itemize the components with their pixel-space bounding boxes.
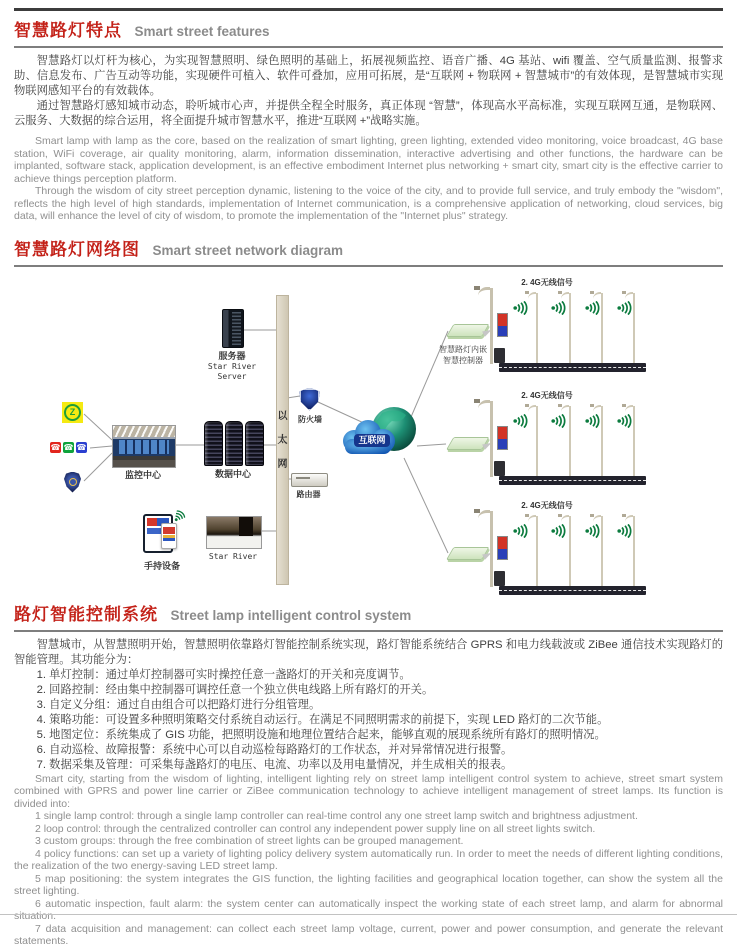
star-river-device-photo xyxy=(206,516,262,549)
wireless-signal-icon xyxy=(617,524,632,538)
street-lamp-pole xyxy=(601,293,603,363)
control-item-en: 6 automatic inspection, fault alarm: the system center can automatically inspect the working state of each street lamp, and alarm for abnormal situation. xyxy=(14,897,723,922)
controller-label: 智慧路灯内嵌 智慧控制器 xyxy=(439,344,487,365)
features-title-en: Smart street features xyxy=(134,24,270,39)
control-item-en: 5 map positioning: the system integrates the GIS function, the lighting facilities and geographical location together, can show the system all the street lighting. xyxy=(14,872,723,897)
street-lamp-pole xyxy=(490,511,493,587)
emergency-phone-icons xyxy=(50,442,87,453)
wireless-signal-label: 2. 4G无线信号 xyxy=(521,277,573,287)
lamp-control-cabinet xyxy=(494,461,505,476)
lamp-pole-banner xyxy=(497,426,508,450)
street-lamp-pole xyxy=(536,516,538,586)
page-bottom-rule xyxy=(0,914,737,915)
street-lamp-pole xyxy=(536,406,538,476)
router-icon xyxy=(291,473,328,487)
control-item-en: 7 data acquisition and management: can collect each street lamp voltage, current, power and power consumption, and generate the relevant statements. xyxy=(14,922,723,947)
wireless-signal-icon xyxy=(585,524,600,538)
wireless-signal-icon xyxy=(513,524,528,538)
street-lamp-pole xyxy=(633,293,635,363)
router-label: 路由器 xyxy=(296,489,321,499)
wireless-signal-icon xyxy=(585,414,600,428)
road xyxy=(499,586,646,595)
wireless-signal-icon xyxy=(551,301,566,315)
star-river-label: Star River xyxy=(208,551,258,561)
control-item-en: 4 policy functions: can set up a variety of lighting policy delivery system automatically run. In order to meet the needs of different lighting conditions, the realization of the two energy-saving LED street lamp. xyxy=(14,847,723,872)
wireless-signal-icon xyxy=(551,524,566,538)
handheld-label: 手持设备 xyxy=(143,560,180,571)
phone-green-icon: ☎ xyxy=(63,442,74,452)
wireless-signal-icon xyxy=(585,301,600,315)
control-item-zh: 2. 回路控制：经由集中控制器可调控任意一个独立供电线路上所有路灯的开关。 xyxy=(36,683,434,696)
wireless-signal-label: 2. 4G无线信号 xyxy=(521,500,573,510)
street-lamp-pole xyxy=(601,516,603,586)
control-item-zh: 5. 地图定位：系统集成了 GIS 功能，把照明设施和地理位置结合起来，能够直观的展现系统所有路灯的照明情况。 xyxy=(36,728,606,741)
phone-blue-icon: ☎ xyxy=(76,442,87,452)
control-item-en: 2 loop control: through the centralized controller can control any independent power supply line on all street lights switch. xyxy=(35,822,596,835)
road xyxy=(499,476,646,485)
server-label: 服务器 Star River Server xyxy=(207,350,257,381)
control-item-zh: 7. 数据采集及管理：可采集每盏路灯的电压、电流、功率以及用电量情况，并生成相关的报表。 xyxy=(36,758,513,771)
street-lamp-pole xyxy=(601,406,603,476)
data-center-label: 数据中心 xyxy=(214,468,251,479)
street-lamp-pole xyxy=(633,406,635,476)
brochure-page xyxy=(0,8,737,947)
control-section-header xyxy=(14,597,723,632)
street-lamp-pole xyxy=(633,516,635,586)
control-item-zh: 6. 自动巡检、故障报警：系统中心可以自动巡检每路路灯的工作状态，并对异常情况进行报警。 xyxy=(36,743,513,756)
smartphone-icon xyxy=(161,523,177,549)
monitoring-center-label: 监控中心 xyxy=(124,469,161,480)
street-lamp-pole xyxy=(536,293,538,363)
wireless-signal-icon xyxy=(617,301,632,315)
network-title-en: Smart street network diagram xyxy=(152,242,344,258)
monitoring-center-photo xyxy=(112,425,176,468)
control-intro-zh: 智慧城市，从智慧照明开始，智慧照明依靠路灯智能控制系统实现，路灯智能系统结合 GPRS 和电力线载波或 ZiBee 通信技术实现路灯的智能管理。其功能分为： xyxy=(14,638,723,666)
street-lamp-pole xyxy=(569,406,571,476)
control-title-en: Street lamp intelligent control system xyxy=(170,607,412,623)
firewall-label: 防火墙 xyxy=(298,414,322,424)
internet-label: 互联网 xyxy=(354,434,390,447)
wireless-signal-label: 2. 4G无线信号 xyxy=(521,390,573,400)
control-intro-en: Smart city, starting from the wisdom of lighting, intelligent lighting rely on street lamp intelligent control system to achieve, street smart system combined with GPRS and power line carrier or ZiBee communication technology to achieve intelligent management of street lamps. Its function is divided into: xyxy=(14,772,723,810)
server-tower-icon xyxy=(222,309,244,348)
features-title-zh: 智慧路灯特点 xyxy=(14,21,122,40)
wireless-signal-icon xyxy=(617,414,632,428)
street-lamp-pole xyxy=(569,293,571,363)
phone-red-icon: ☎ xyxy=(50,442,61,452)
street-lamp-pole xyxy=(569,516,571,586)
features-paragraph-zh-2: 通过智慧路灯感知城市动态，聆听城市心声，并提供全程全时服务，真正体现 “智慧”，体现高水平高标准，实现互联网互通，是物联网、云服务、大数据的综合运用，将全面提升城市智慧水平，推进“互联网 +”战略实施。 xyxy=(14,100,723,127)
ethernet-label: 以 太 网 xyxy=(277,410,288,470)
lamp-control-cabinet xyxy=(494,571,505,586)
control-item-en: 3 custom groups: through the free combination of street lights can be grouped management. xyxy=(35,835,464,847)
wireless-signal-icon xyxy=(513,301,528,315)
network-diagram xyxy=(0,267,737,597)
network-section-header xyxy=(14,232,723,267)
lamp-pole-banner xyxy=(497,313,508,337)
street-lamp-pole xyxy=(490,401,493,477)
features-paragraph-en-2: Through the wisdom of city street perception dynamic, listening to the voice of the city, and to provide full service, and truly embody the "wisdom", reflects the high level of high standards, implementation of Internet communication, is a comprehensive application of networking, cloud services, big data, will enhance the level of city of wisdom, to promote the implementation of the "Internet plus" strategy. xyxy=(14,185,723,222)
features-paragraph-en-1: Smart lamp with lamp as the core, based on the realization of smart lighting, green lighting, extended video monitoring, voice broadcast, 4G base station, WiFi coverage, air quality monitoring, alarm, information dissemination, interactive advertising and other functions, the hardware can be implanted, software stack, application development, is an effective embodiment Internet plus networking + smart city, smart city is the effective carrier to achieve things perception platform. xyxy=(14,135,723,185)
lamp-control-cabinet xyxy=(494,348,505,363)
features-paragraph-zh-1: 智慧路灯以灯杆为核心，为实现智慧照明、绿色照明的基础上，拓展视频监控、语音广播、4G 基站、wifi 覆盖、空气质量监测、报警求助、信息发布、广告互动等功能，实现硬件可植入、软件可叠加，应用可拓展，是“互联网 + 物联网 + 智慧城市”的有效体现，是智慧城市实现物联网感知平台的有效载体。 xyxy=(14,55,723,97)
wireless-signal-icon xyxy=(551,414,566,428)
road xyxy=(499,363,646,372)
network-title-zh: 智慧路灯网络图 xyxy=(14,239,140,259)
control-item-en: 1 single lamp control: through a single lamp controller can real-time control any one street lamp switch and brightness adjustment. xyxy=(35,810,638,822)
control-item-zh: 1. 单灯控制：通过单灯控制器可实时操控任意一盏路灯的开关和亮度调节。 xyxy=(36,668,411,681)
control-item-zh: 4. 策略功能：可设置多种照明策略交付系统自动运行。在满足不同照明需求的前提下，实现 LED 路灯的二次节能。 xyxy=(36,713,609,726)
control-item-zh: 3. 自定义分组：通过自由组合可以把路灯进行分组管理。 xyxy=(36,698,321,711)
data-center-racks-icon xyxy=(204,422,264,466)
company-logo-icon: Z xyxy=(62,402,83,423)
lamp-pole-banner xyxy=(497,536,508,560)
control-title-zh: 路灯智能控制系统 xyxy=(14,604,158,624)
wireless-signal-icon xyxy=(513,414,528,428)
street-lamp-pole xyxy=(490,288,493,364)
features-section-header xyxy=(14,8,723,48)
